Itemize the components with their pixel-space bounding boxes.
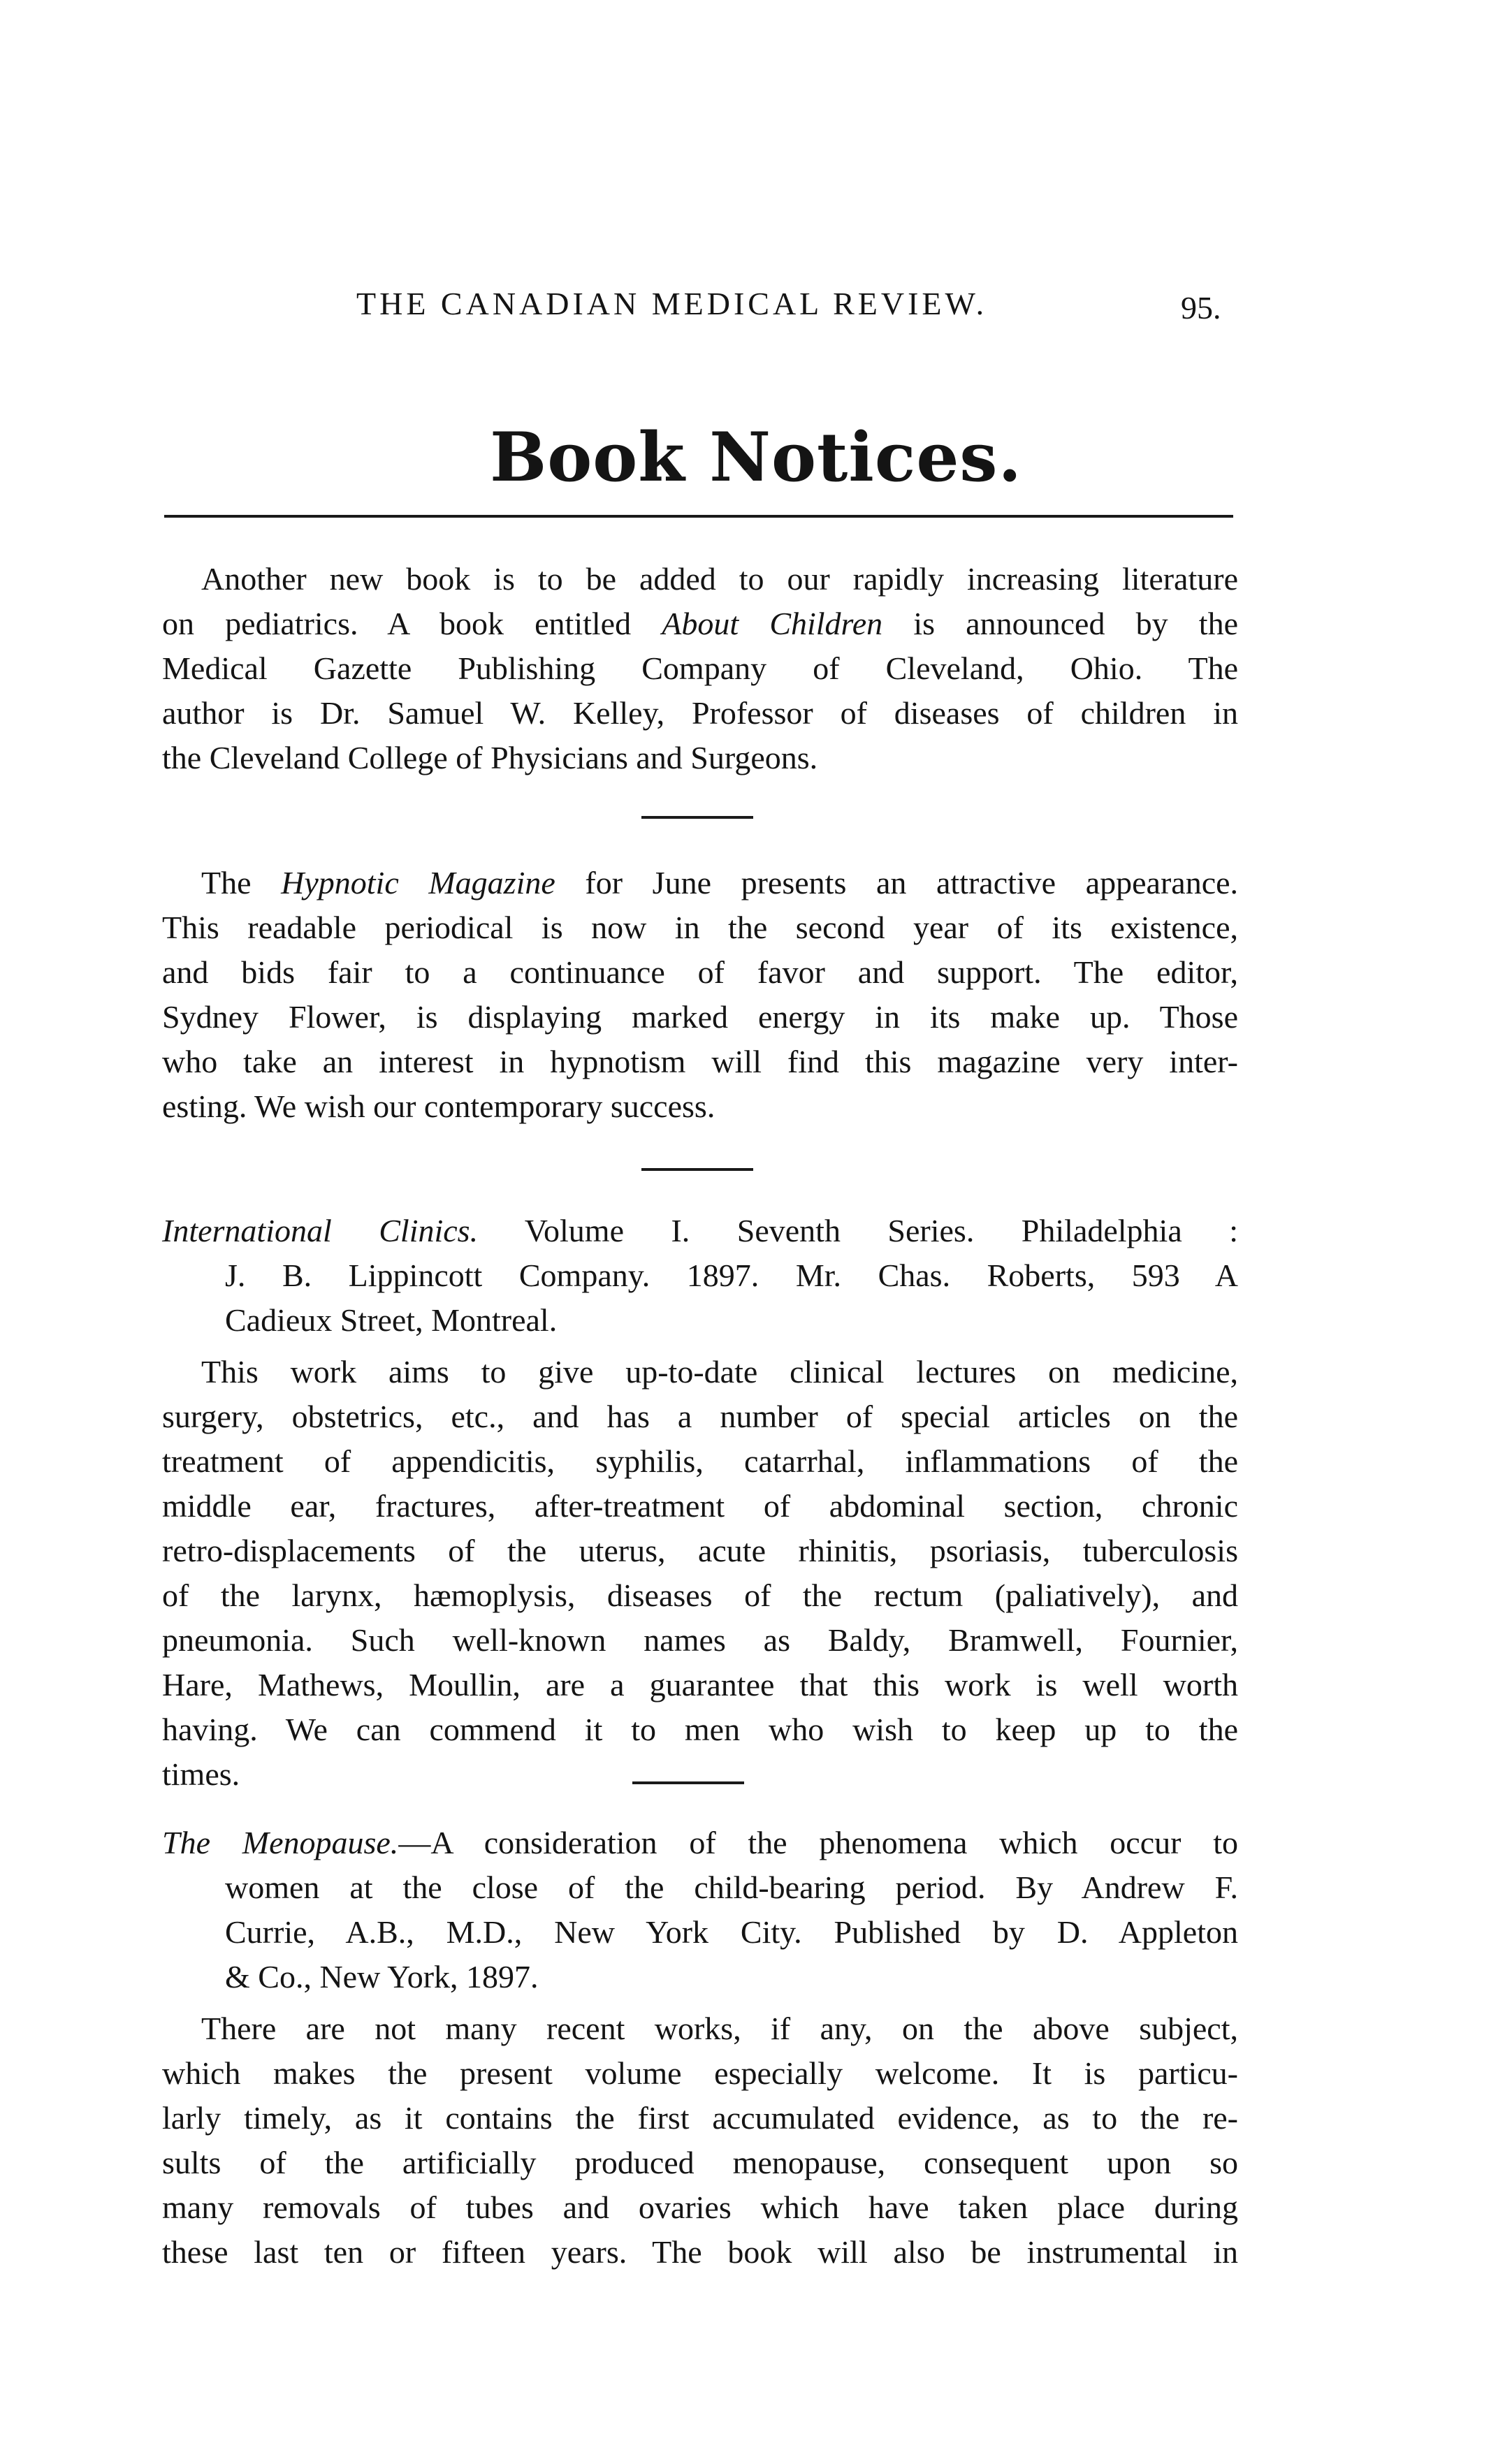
text-line: esting. We wish our contemporary success. xyxy=(162,1088,715,1124)
text-line: surgery, obstetrics, etc., and has a number of special articles on the xyxy=(162,1399,1238,1434)
title-rule xyxy=(164,515,1233,518)
citation-line: The Menopause.—A consideration of the phenomena which occur to xyxy=(162,1825,1238,1860)
text-line: having. We can commend it to men who wish to keep up to the xyxy=(162,1712,1238,1747)
text-line: sults of the artificially produced menopause, consequent upon so xyxy=(162,2145,1238,2180)
page-number: 95. xyxy=(1181,290,1221,326)
text-line: middle ear, fractures, after-treatment of abdominal section, chronic xyxy=(162,1488,1238,1524)
text-line: The Hypnotic Magazine for June presents an attractive appearance. xyxy=(201,865,1239,901)
notice-international-clinics xyxy=(162,1209,1238,1797)
text-line: who take an interest in hypnotism will find this magazine very inter- xyxy=(162,1044,1238,1079)
text-line: This readable periodical is now in the second year of its existence, xyxy=(162,910,1238,945)
text-line: many removals of tubes and ovaries which have taken place during xyxy=(162,2189,1238,2225)
notice-about-children xyxy=(162,557,1238,780)
text-line: Hare, Mathews, Moullin, are a guarantee that this work is well worth xyxy=(162,1667,1238,1703)
text-line: retro-displacements of the uterus, acute rhinitis, psoriasis, tuberculosis xyxy=(162,1533,1238,1568)
text-line: Another new book is to be added to our rapidly increasing literature xyxy=(201,561,1238,597)
text-line: Sydney Flower, is displaying marked energy in its make up. Those xyxy=(162,999,1238,1035)
text-line: larly timely, as it contains the first accumulated evidence, as to the re- xyxy=(162,2100,1238,2136)
text-line: and bids fair to a continuance of favor and support. The editor, xyxy=(162,954,1238,990)
notice-menopause xyxy=(162,1821,1238,2275)
separator-rule xyxy=(641,1168,753,1171)
text-line: treatment of appendicitis, syphilis, catarrhal, inflammations of the xyxy=(162,1443,1238,1479)
separator-rule xyxy=(641,816,753,819)
text-line: of the larynx, hæmoplysis, diseases of the rectum (paliatively), and xyxy=(162,1577,1238,1613)
magazine-title: Hypnotic Magazine xyxy=(281,865,555,901)
book-title: About Children xyxy=(662,606,883,641)
citation-line: J. B. Lippincott Company. 1897. Mr. Chas. Roberts, 593 A xyxy=(225,1257,1238,1293)
citation-line: Currie, A.B., M.D., New York City. Published by D. Appleton xyxy=(225,1914,1238,1950)
citation-line: International Clinics. Volume I. Seventh Series. Philadelphia : xyxy=(162,1213,1238,1248)
citation-line: Cadieux Street, Montreal. xyxy=(225,1302,558,1338)
book-title: The Menopause. xyxy=(162,1825,399,1860)
text-line: pneumonia. Such well-known names as Baldy, Bramwell, Fournier, xyxy=(162,1622,1238,1658)
separator-rule xyxy=(632,1781,744,1784)
section-title: Book Notices. xyxy=(490,418,1022,497)
text-line: author is Dr. Samuel W. Kelley, Professor of diseases of children in xyxy=(162,695,1238,731)
citation-line: & Co., New York, 1897. xyxy=(225,1959,539,1995)
text-line: times. xyxy=(162,1756,240,1792)
citation-line: women at the close of the child-bearing period. By Andrew F. xyxy=(225,1869,1238,1905)
notice-hypnotic-magazine xyxy=(162,861,1238,1129)
text-line: which makes the present volume especially welcome. It is particu- xyxy=(162,2055,1238,2091)
text-line: on pediatrics. A book entitled About Children is announced by the xyxy=(162,606,1238,641)
text-line: There are not many recent works, if any, on the above subject, xyxy=(201,2011,1238,2046)
text-line: Medical Gazette Publishing Company of Cleveland, Ohio. The xyxy=(162,650,1238,686)
text-line: the Cleveland College of Physicians and Surgeons. xyxy=(162,740,818,775)
book-title: International Clinics. xyxy=(162,1213,479,1248)
text-line: these last ten or fifteen years. The book will also be instrumental in xyxy=(162,2234,1238,2270)
text-line: This work aims to give up-to-date clinical lectures on medicine, xyxy=(201,1354,1238,1390)
running-head: THE CANADIAN MEDICAL REVIEW. xyxy=(356,286,988,321)
